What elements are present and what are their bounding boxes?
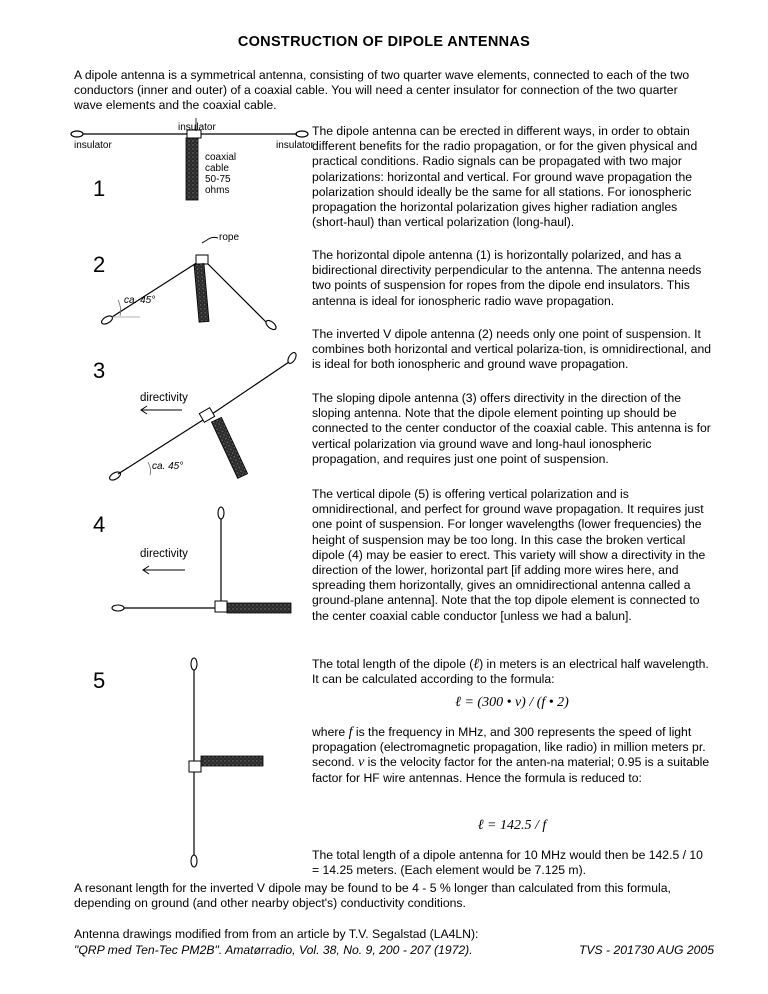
formula-reduced: ℓ = 142.5 / f	[477, 818, 547, 833]
paragraph-inverted-v: The inverted V dipole antenna (2) needs only one point of suspension. It combines both horizontal and vertical polariza-tion, is omnidirectional, and is ideal for both ionospheric and ground wave propagation.	[312, 327, 712, 372]
text-segment: The total length of the dipole (	[312, 657, 474, 671]
label-angle-fig2: ca. 45°	[124, 295, 156, 306]
credit-line-2: "QRP med Ten-Tec PM2B". Amatørradio, Vol. 38, No. 9, 200 - 207 (1972).	[74, 943, 473, 957]
coaxial-cable	[186, 138, 198, 200]
label-directivity-fig4: directivity	[140, 548, 188, 560]
figure-number-2: 2	[93, 252, 106, 277]
figure-4-broken-vertical-dipole	[112, 507, 291, 613]
text-segment: ) in meters is an electrical half wavelength. It can be calculated according to the formula:	[312, 657, 709, 687]
figure-5-vertical-dipole	[189, 658, 263, 867]
credit-date: TVS - 201730 AUG 2005	[578, 943, 714, 957]
credit-line-1: Antenna drawings modified from from an article by T.V. Segalstad (LA4LN):	[74, 927, 479, 941]
label-cable: cable	[205, 163, 229, 174]
label-impedance: 50-75	[205, 174, 231, 185]
text-segment: where	[312, 725, 349, 739]
paragraph-total-length	[312, 657, 712, 687]
label-ohms: ohms	[205, 185, 230, 196]
paragraph-sloping-dipole: The sloping dipole antenna (3) offers directivity in the direction of the sloping antenna. Note that the dipole element pointing up should be connected to the center conductor of the coaxial cable. This antenna is for vertical polarization via ground wave and long-haul ionospheric propagation, and requires just one point of suspension.	[312, 391, 711, 466]
figure-3-sloping-dipole	[108, 351, 298, 482]
rope-line	[207, 237, 218, 240]
paragraph-example: The total length of a dipole antenna for 10 MHz would then be 142.5 / 10 = 14.25 meters. (Each element would be 7.125 m).	[312, 848, 703, 878]
figure-2-inverted-v	[100, 237, 277, 331]
figure-number-4: 4	[93, 512, 106, 537]
figure-number-5: 5	[93, 668, 106, 693]
paragraph-propagation: The dipole antenna can be erected in different ways, in order to obtain different benefits for the radio propagation, or for the given physical and practical conditions. Radio signals can be propagated with two major polarizations: horizontal and vertical. For ground wave propagation the polarization should ideally be the same for all stations. For ionospheric propagation the horizontal polarization gives higher radiation angles (short-haul) than vertical polarization (long-haul).	[312, 124, 698, 230]
length-symbol: ℓ	[473, 657, 480, 672]
label-insulator-right: insulator	[276, 140, 314, 151]
figure-number-3: 3	[93, 358, 106, 383]
end-insulator-right	[296, 131, 308, 137]
paragraph-horizontal-dipole: The horizontal dipole antenna (1) is horizontally polarized, and has a bidirectional directivity perpendicular to the antenna. The antenna needs two points of suspension for ropes from the dipole end insulators. This antenna is ideal for ionospheric radio wave propagation.	[312, 248, 702, 308]
paragraph-formula-explanation	[312, 725, 712, 786]
paragraph-resonant-length: A resonant length for the inverted V dipole may be found to be 4 - 5 % longer than calculated from this formula, depending on ground (and other nearby object's) conductivity conditions.	[74, 881, 671, 911]
figure-number-1: 1	[93, 176, 106, 201]
text-segment: is the frequency in MHz, and 300 represents the speed of light propagation (electromagnetic propagation, like radio) in million meters pr. second.	[312, 725, 706, 770]
velocity-symbol: v	[358, 755, 365, 771]
label-directivity-fig3: directivity	[140, 392, 188, 404]
label-angle-fig3: ca. 45°	[152, 461, 184, 472]
label-rope: rope	[219, 232, 240, 243]
intro-paragraph: A dipole antenna is a symmetrical antenna, consisting of two quarter wave elements, connected to each of the two conductors (inner and outer) of a coaxial cable. You will need a center insulator for connection of the two quarter wave elements and the coaxial cable.	[74, 68, 690, 113]
text-segment: is the velocity factor for the anten-na material; 0.95 is a suitable factor for HF wire antennas. Hence the formula is reduced to:	[312, 755, 710, 785]
frequency-symbol: f	[348, 725, 353, 740]
end-insulator-left	[71, 131, 83, 137]
label-coaxial: coaxial	[205, 152, 237, 163]
paragraph-vertical-dipole: The vertical dipole (5) is offering vertical polarization and is omnidirectional, and perfect for ground wave propagation. It requires just one point of suspension. For longer wavelengths (lower frequencies) the height of suspension may be too long. In this case the broken vertical dipole (4) may be easier to erect. This variety will show a directivity in the direction of the lower, horizontal part [if adding more wires here, and spreading them horizontally, gives an omnidirectional antenna called a ground-plane antenna]. Note that the top dipole element is connected to the center coaxial cable conductor [unless we had a balun].	[312, 487, 706, 623]
page-title: CONSTRUCTION OF DIPOLE ANTENNAS	[237, 34, 531, 50]
label-insulator-center: insulator	[178, 122, 216, 133]
label-insulator-left: insulator	[74, 140, 112, 151]
formula-full: ℓ = (300 • v) / (f • 2)	[455, 695, 569, 710]
